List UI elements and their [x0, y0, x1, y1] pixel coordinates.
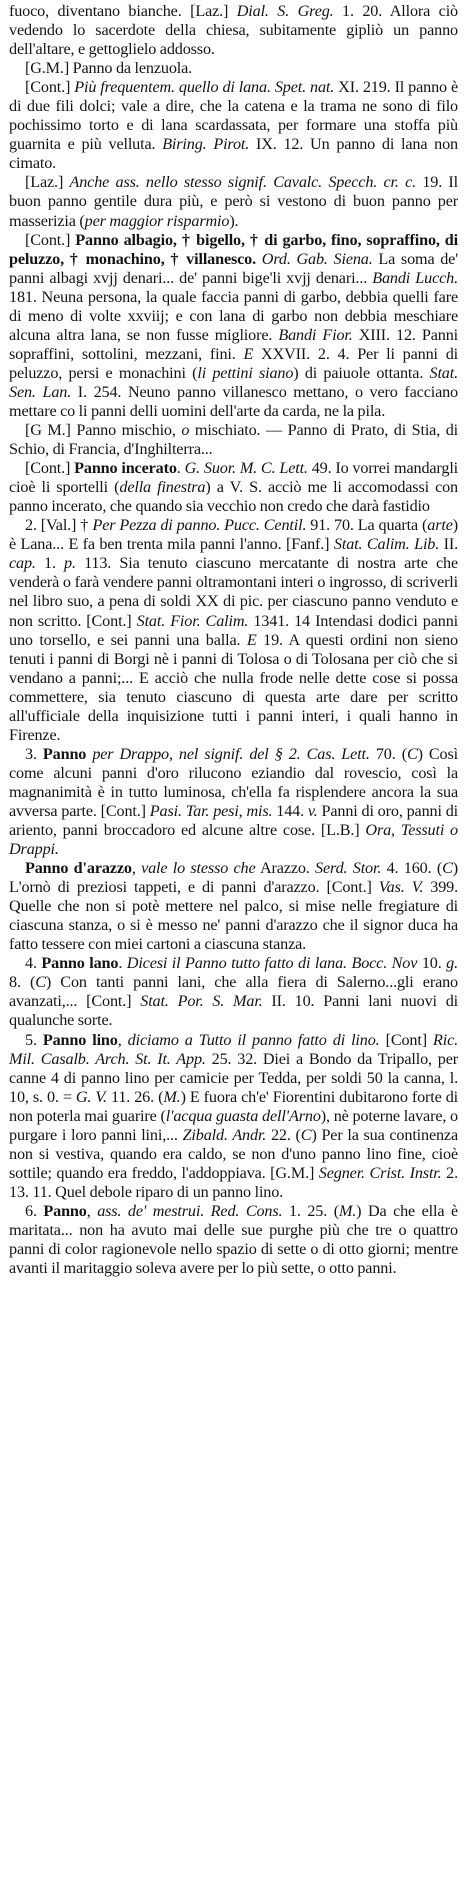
- paragraph: [9, 59, 458, 78]
- italic-text: Stat. Por. S. Mar.: [140, 992, 263, 1011]
- text-run: XIII. 12. Panni sopraffini, sottolini, mezzani, fini.: [9, 325, 459, 363]
- italic-text: arte: [427, 516, 453, 535]
- italic-text: Bandi Fior.: [278, 325, 353, 344]
- italic-text: Bandi Lucch.: [372, 268, 458, 287]
- text-run: [Cont.]: [25, 230, 76, 249]
- text-run: 10.: [417, 954, 447, 973]
- text-run: 5.: [25, 1030, 43, 1049]
- text-run: ).: [229, 211, 239, 230]
- italic-text: Segner. Crist. Instr.: [318, 1163, 442, 1182]
- italic-text: l'acqua guasta dell'Arno: [165, 1106, 321, 1125]
- text-run: ,: [131, 859, 142, 878]
- text-run: 113. Sia tenuto ciascuno mercatante di nostra arte che venderà o farà vendere panni oltramontani interi o ingrosso, di scriverli nel libro suo, a pena di soldi XX di pic. per ciascuno panno venduto e non scritto. [Cont.]: [9, 554, 459, 630]
- italic-text: o: [181, 421, 190, 440]
- paragraph: [9, 1031, 458, 1202]
- italic-text: Dicesi il Panno tutto fatto di lana. Bocc. Nov: [126, 954, 418, 973]
- text-run: 4. 160. (: [381, 859, 443, 878]
- italic-text: v.: [307, 801, 318, 820]
- italic-text: Ora, Tessuti o Drappi.: [9, 821, 458, 859]
- italic-text: cap.: [9, 554, 36, 573]
- italic-text: Stat. Calim. Lib.: [333, 535, 440, 554]
- text-run: 91. 70. La quarta (: [306, 516, 428, 535]
- text-run: 19. Il buon panno gentile dura più, e però si vestono di buon panno per masserizia (: [9, 173, 458, 230]
- text-run: IX. 12. Un panno di lana non cimato.: [9, 135, 458, 173]
- italic-text: Stat. Sen. Lan.: [9, 363, 458, 401]
- text-run: 1. 25. (: [282, 1201, 339, 1220]
- italic-text: G. Suor. M. C. Lett.: [184, 459, 308, 478]
- text-run: 8. (: [9, 973, 36, 992]
- headword: Panno lino: [42, 1030, 118, 1049]
- text-run: [Laz.]: [25, 173, 70, 192]
- italic-text: M.: [338, 1201, 357, 1220]
- text-run: ) Con tanti panni lani, che alla fiera di Salerno...gli erano avanzati,... [Cont.]: [9, 973, 458, 1011]
- text-run: ) a V. S. acciò me li accomodassi con panno incerato, che quando sia vecchio non credo che darà fastidio: [9, 478, 459, 516]
- italic-text: Biring. Pirot.: [162, 135, 250, 154]
- italic-text: E: [246, 630, 257, 649]
- text-run: 1. 20. Allora ciò vedendo lo sacerdote della chiesa, subitamente gipliò un panno dell'altare, e gettoglielo addosso.: [9, 2, 458, 59]
- text-run: 4.: [25, 954, 42, 973]
- text-run: 399. Quelle che non si potè mettere nel palco, si mise nelle fregiature di ciascuna stanza, o si è messo ne' panni d'arazzo che il signor duca ha fatto tessere con miei cartoni a ciascuna stanza.: [9, 878, 458, 954]
- paragraph: [9, 421, 458, 459]
- entry-text: [9, 2, 458, 1278]
- headword: Panno albagio, † bigello, † di garbo, fino, sopraffino, di peluzzo, † monachino, † villanesco.: [9, 230, 458, 268]
- italic-text: diciamo a Tutto il panno fatto di lino.: [127, 1030, 380, 1049]
- italic-text: C: [442, 859, 453, 878]
- text-run: [G M.] Panno mischio,: [25, 421, 182, 440]
- text-run: 19. A questi ordini non sieno tenuti i panni di Borgi nè i panni di Tolosa o di Tolosana per ciò che si vendano a panni;... E acciò che nulla frode nelle dette cose si possa commettere, sia tenuto ciascuno di questa arte dare per scritto all'ufficiale della inquisizione tutti i panni interi, i quali hanno in Firenze.: [9, 630, 458, 744]
- italic-text: G. V.: [75, 1087, 107, 1106]
- text-run: ,: [117, 1030, 128, 1049]
- headword: Panno incerato: [74, 459, 177, 478]
- italic-text: Ric. Mil. Casalb. Arch. St. It. App.: [9, 1030, 459, 1068]
- text-run: ) L'ornò di preziosi tappeti, e di panni d'arazzo. [Cont.]: [9, 859, 458, 897]
- text-run: 22. (: [266, 1125, 301, 1144]
- text-run: 3.: [25, 744, 43, 763]
- text-run: .: [118, 954, 127, 973]
- italic-text: p.: [64, 554, 76, 573]
- text-run: ,: [86, 1201, 98, 1220]
- text-run: Arazzo.: [255, 859, 316, 878]
- text-run: 2. 13. 11. Quel debole riparo di un panno lino.: [9, 1163, 458, 1201]
- italic-text: Zibald. Andr.: [182, 1125, 267, 1144]
- italic-text: C: [406, 744, 418, 763]
- italic-text: li pettini siano: [197, 363, 294, 382]
- italic-text: E: [243, 344, 254, 363]
- paragraph: [9, 231, 458, 421]
- text-run: ) è Lana... E fa ben trenta mila panni l'anno. [Fanf.]: [9, 516, 458, 554]
- italic-text: Pasi. Tar. pesi, mis.: [149, 801, 273, 820]
- italic-text: Anche ass. nello stesso signif. Cavalc. Specch. cr. c.: [69, 173, 417, 192]
- paragraph: [9, 859, 458, 954]
- text-run: I. 254. Neuno panno villanesco mettano, o vero facciano mettare co li panni delli uomini dell'arte da carda, ne la pila.: [9, 382, 458, 420]
- headword: Panno: [43, 1201, 87, 1220]
- text-run: [Cont]: [379, 1030, 433, 1049]
- italic-text: della finestra: [119, 478, 206, 497]
- text-run: 49. Io vorrei mandargli cioè li sportelli (: [9, 459, 459, 497]
- italic-text: C: [35, 973, 46, 992]
- italic-text: C: [300, 1125, 312, 1144]
- text-run: [G.M.] Panno da lenzuola.: [25, 59, 193, 78]
- text-run: La soma de' panni albagi xvjj denari... de' panni bige'li xvjj denari...: [9, 249, 458, 287]
- paragraph: [9, 2, 458, 59]
- paragraph: [9, 954, 458, 1030]
- text-run: 25. 32. Diei a Bondo da Tripallo, per canne 4 di panno lino per camicie per Tedda, per soldi 50 la canna, l. 10, s. 0. =: [9, 1049, 458, 1106]
- text-run: 1341. 14 Intendasi dodici panni uno torsello, e sei panni una balla.: [9, 611, 458, 649]
- text-run: 144.: [272, 801, 308, 820]
- italic-text: Per Pezza di panno. Pucc. Centil.: [92, 516, 307, 535]
- text-run: mischiato. — Panno di Prato, di Stia, di Schio, di Francia, d'Inghilterra...: [9, 421, 459, 459]
- text-run: 2. [Val.] †: [25, 516, 93, 535]
- text-run: [Cont.]: [25, 78, 75, 97]
- paragraph: [9, 745, 458, 859]
- italic-text: Più frequentem. quello di lana. Spet. nat.: [74, 78, 335, 97]
- text-run: ) Da che ella è maritata... non ha avuto mai delle sue purghe più che tre o quattro panni di color ragionevole nello spazio di sette o di otto giorni; mentre avanti il maritaggio soleva avere per lo più sette, o otto panni.: [9, 1201, 458, 1278]
- italic-text: per Drappo, nel signif. del § 2. Cas. Lett.: [92, 744, 370, 763]
- text-run: II. 10. Panni lani nuovi di qualunche sorte.: [9, 992, 458, 1030]
- text-run: Panni di oro, panni di ariento, panni broccadoro ed alcune altre cose. [L.B.]: [9, 801, 458, 840]
- italic-text: Serd. Stor.: [315, 859, 382, 878]
- headword: Panno d'arazzo: [25, 859, 132, 878]
- text-run: 70. (: [369, 744, 407, 763]
- italic-text: ass. de' mestrui. Red. Cons.: [97, 1201, 283, 1220]
- paragraph: [9, 173, 458, 230]
- italic-text: M.: [163, 1087, 181, 1106]
- italic-text: vale lo stesso che: [141, 859, 256, 878]
- text-run: 1.: [35, 554, 65, 573]
- paragraph: [9, 459, 458, 516]
- text-run: XXVII. 2. 4. Per li panni di peluzzo, persi e monachini (: [9, 344, 458, 382]
- italic-text: Vas. V.: [378, 878, 424, 897]
- text-run: ), nè poterne lavare, o purgare i loro panni lini,...: [9, 1106, 458, 1144]
- headword: Panno lano: [41, 954, 119, 973]
- italic-text: g.: [446, 954, 459, 973]
- text-run: II.: [439, 535, 459, 554]
- italic-text: Dial. S. Greg.: [236, 2, 334, 20]
- italic-text: Ord. Gab. Siena.: [261, 249, 373, 268]
- text-run: 181. Neuna persona, la quale faccia panni di garbo, debbia quelli fare di meno di volte xxviij; e con lana di garbo non debbia meschiare alcuna altra lana, se non fusse migliore.: [9, 287, 458, 344]
- paragraph: [9, 516, 458, 745]
- text-run: 11. 26. (: [106, 1087, 164, 1106]
- text-run: .: [176, 459, 185, 478]
- text-run: 6.: [25, 1201, 44, 1220]
- paragraph: [9, 78, 458, 173]
- italic-text: Stat. Fior. Calim.: [136, 611, 249, 630]
- text-run: [Cont.]: [25, 459, 75, 478]
- text-run: XI. 219. Il panno è di due fili dolci; vale a dire, che la catena e la trama ne sono di filo pochissimo torto e di lana scardassata, per formare una stoffa più guarnita e più velluta.: [9, 78, 459, 154]
- italic-text: per maggior risparmio: [84, 211, 230, 230]
- text-run: ) Per la sua continenza non si vestiva, quando era caldo, se non d'uno panno lino fine, cioè sottile; quando era freddo, l'addoppiava. [G.M.]: [9, 1125, 459, 1182]
- text-run: ) E fuora ch'e' Fiorentini dubitarono forte di non poterla mai guarire (: [9, 1087, 458, 1125]
- paragraph: [9, 1202, 458, 1278]
- text-run: fuoco, diventano bianche. [Laz.]: [9, 2, 237, 20]
- headword: Panno: [42, 744, 87, 763]
- text-run: ) di paiuole ottanta.: [293, 363, 430, 382]
- text-run: ) Così come alcuni panni d'oro rilucono eziandio dal rovescio, così la magnanimità è in tutto luminosa, ch'ella fa risplendere ancora la sua avversa parte. [Cont.]: [9, 744, 458, 820]
